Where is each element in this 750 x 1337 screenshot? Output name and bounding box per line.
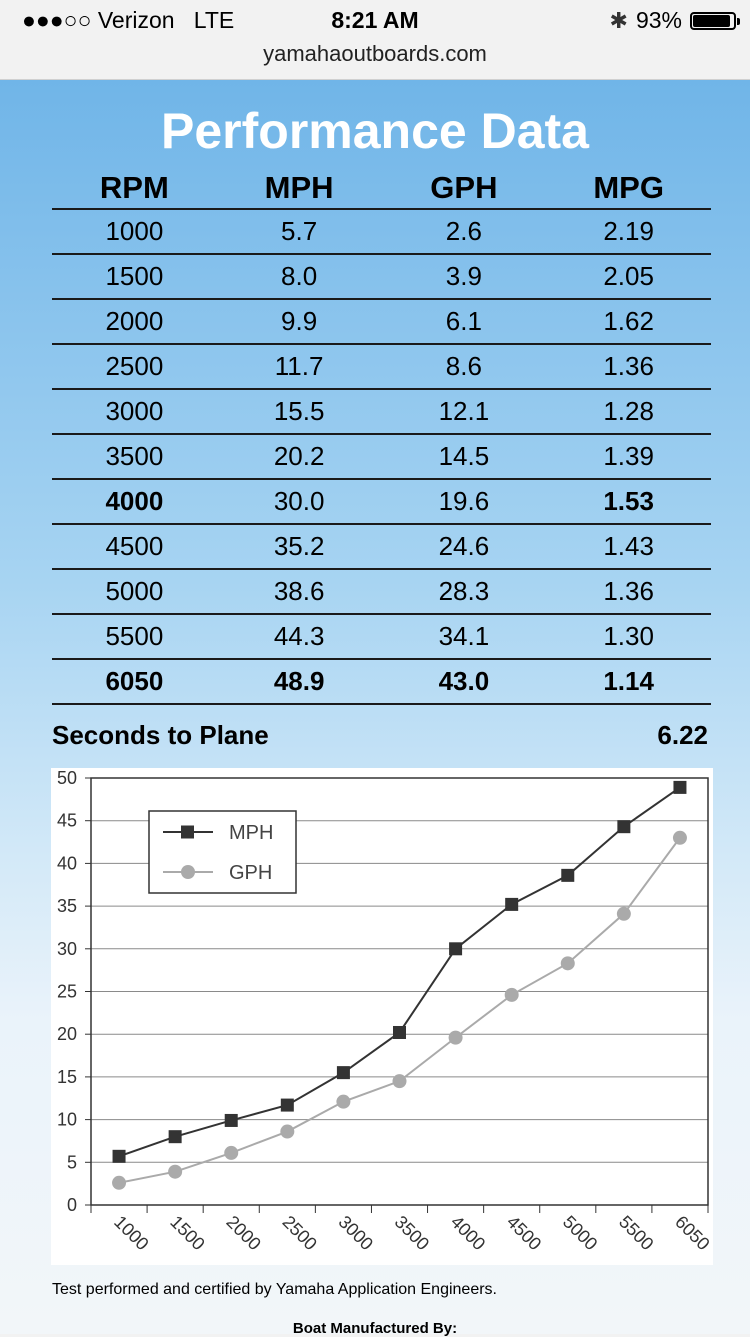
data-point-mph xyxy=(281,1099,294,1112)
x-tick-label: 1000 xyxy=(110,1211,153,1255)
cell-mph: 8.0 xyxy=(281,261,318,291)
table-row xyxy=(52,615,711,660)
cell-mph: 38.6 xyxy=(273,576,325,606)
table-row xyxy=(52,480,711,525)
table-header-row xyxy=(52,168,711,210)
cell-mph: 9.9 xyxy=(281,306,318,336)
cell-mpg: 1.28 xyxy=(603,396,654,426)
cell-gph: 12.1 xyxy=(438,396,490,426)
cell-rpm: 4500 xyxy=(105,531,164,561)
bluetooth-icon: ✱ xyxy=(609,7,628,33)
carrier-label: ●●●○○ Verizon xyxy=(22,7,175,33)
data-point-mph xyxy=(225,1114,238,1127)
cell-gph: 34.1 xyxy=(438,621,490,651)
x-tick-label: 6050 xyxy=(671,1211,713,1255)
status-time: 8:21 AM xyxy=(331,7,419,33)
battery-percent: 93% xyxy=(635,7,682,33)
test-footnote: Test performed and certified by Yamaha Application Engineers. xyxy=(52,1281,497,1298)
y-tick-label: 20 xyxy=(56,1024,77,1045)
legend-label-gph: GPH xyxy=(229,862,273,884)
y-tick-label: 50 xyxy=(56,768,77,788)
battery-icon xyxy=(690,12,736,30)
cell-mpg: 1.36 xyxy=(603,351,654,381)
table-row xyxy=(52,390,711,435)
cell-gph: 6.1 xyxy=(445,306,482,336)
y-tick-label: 15 xyxy=(56,1066,77,1087)
cell-gph: 24.6 xyxy=(438,531,490,561)
page-content xyxy=(0,80,750,1337)
y-tick-label: 45 xyxy=(56,810,77,831)
cell-rpm: 2500 xyxy=(105,351,164,381)
y-tick-label: 30 xyxy=(56,938,77,959)
data-point-mph xyxy=(113,1150,126,1163)
table-row xyxy=(52,525,711,570)
cell-gph: 3.9 xyxy=(445,261,482,291)
x-tick-label: 5000 xyxy=(558,1211,602,1255)
cell-gph: 2.6 xyxy=(445,216,482,246)
data-point-gph xyxy=(617,907,631,921)
cell-mpg: 1.36 xyxy=(603,576,654,606)
data-point-mph xyxy=(617,820,630,833)
x-tick-label: 1500 xyxy=(166,1211,209,1255)
header-mpg: MPG xyxy=(593,170,664,205)
table-row xyxy=(52,210,711,255)
boat-builder-label: Boat Manufactured By: xyxy=(292,1320,458,1337)
data-point-gph xyxy=(673,831,687,845)
cell-mph: 30.0 xyxy=(273,486,325,516)
table-row xyxy=(52,570,711,615)
status-bar xyxy=(0,0,750,40)
x-tick-label: 2000 xyxy=(222,1211,265,1255)
url-text[interactable]: yamahaoutboards.com xyxy=(263,41,487,66)
cell-mph: 44.3 xyxy=(273,621,325,651)
data-point-mph xyxy=(561,869,574,882)
table-row xyxy=(52,660,711,705)
header-mph: MPH xyxy=(264,170,334,205)
cell-rpm: 4000 xyxy=(105,486,164,516)
data-point-gph xyxy=(505,988,519,1002)
y-tick-label: 0 xyxy=(66,1195,77,1215)
cell-mpg: 1.39 xyxy=(603,441,654,471)
status-right xyxy=(610,7,736,34)
legend-box xyxy=(149,811,296,893)
data-point-gph xyxy=(112,1176,126,1190)
cell-mph: 15.5 xyxy=(273,396,325,426)
cell-mpg: 1.62 xyxy=(603,306,654,336)
cell-rpm: 3000 xyxy=(105,396,164,426)
cell-gph: 28.3 xyxy=(438,576,490,606)
cell-rpm: 3500 xyxy=(105,441,164,471)
cell-mpg: 1.53 xyxy=(603,486,654,516)
y-tick-label: 10 xyxy=(56,1109,77,1130)
data-point-mph xyxy=(449,942,462,955)
cell-gph: 43.0 xyxy=(438,666,490,696)
url-bar[interactable] xyxy=(0,40,750,80)
cell-rpm: 6050 xyxy=(105,666,164,696)
cell-rpm: 5500 xyxy=(105,621,164,651)
table-row xyxy=(52,345,711,390)
cell-mpg: 1.43 xyxy=(603,531,654,561)
seconds-to-plane-label: Seconds to Plane xyxy=(52,720,269,750)
table-row xyxy=(52,435,711,480)
data-point-gph xyxy=(224,1146,238,1160)
cell-mpg: 1.14 xyxy=(603,666,654,696)
cell-gph: 19.6 xyxy=(438,486,490,516)
legend-marker-gph xyxy=(181,865,195,879)
cell-mph: 35.2 xyxy=(273,531,325,561)
cell-mph: 20.2 xyxy=(273,441,325,471)
battery-fill xyxy=(693,15,730,27)
y-tick-label: 25 xyxy=(56,981,77,1002)
x-tick-label: 3500 xyxy=(390,1211,434,1255)
x-tick-label: 4500 xyxy=(502,1211,546,1255)
legend-marker-mph xyxy=(181,826,194,839)
network-label: LTE xyxy=(193,7,235,33)
cell-mph: 48.9 xyxy=(273,666,325,696)
cell-rpm: 1000 xyxy=(105,216,164,246)
data-point-gph xyxy=(449,1031,463,1045)
x-tick-label: 5500 xyxy=(615,1211,658,1255)
data-point-mph xyxy=(673,781,686,794)
y-tick-label: 5 xyxy=(66,1152,77,1173)
data-point-gph xyxy=(336,1095,350,1109)
y-tick-label: 40 xyxy=(56,853,77,874)
table-row xyxy=(52,255,711,300)
x-tick-label: 2500 xyxy=(278,1211,321,1255)
performance-chart xyxy=(51,768,713,1265)
data-point-gph xyxy=(280,1125,294,1139)
x-tick-label: 4000 xyxy=(446,1211,490,1255)
cell-mph: 5.7 xyxy=(281,216,318,246)
x-tick-label: 3000 xyxy=(334,1211,378,1255)
performance-table xyxy=(52,168,711,705)
cell-rpm: 1500 xyxy=(105,261,164,291)
cell-mpg: 2.05 xyxy=(603,261,654,291)
data-point-mph xyxy=(337,1066,350,1079)
cell-mpg: 1.30 xyxy=(603,621,654,651)
page-title: Performance Data xyxy=(161,103,589,159)
chart-svg xyxy=(51,768,713,1265)
seconds-to-plane-value: 6.22 xyxy=(657,720,708,750)
data-point-gph xyxy=(561,956,575,970)
cell-mpg: 2.19 xyxy=(603,216,654,246)
cell-rpm: 2000 xyxy=(105,306,164,336)
table-row xyxy=(52,300,711,345)
cell-gph: 14.5 xyxy=(438,441,490,471)
cell-rpm: 5000 xyxy=(105,576,164,606)
y-tick-label: 35 xyxy=(56,896,77,917)
data-point-mph xyxy=(505,898,518,911)
header-gph: GPH xyxy=(430,170,498,205)
legend-label-mph: MPH xyxy=(229,822,274,844)
header-rpm: RPM xyxy=(99,170,169,205)
data-point-mph xyxy=(393,1026,406,1039)
data-point-gph xyxy=(393,1074,407,1088)
cell-mph: 11.7 xyxy=(274,351,324,381)
data-point-gph xyxy=(168,1165,182,1179)
seconds-to-plane xyxy=(52,720,708,751)
data-point-mph xyxy=(169,1130,182,1143)
cell-gph: 8.6 xyxy=(445,351,482,381)
